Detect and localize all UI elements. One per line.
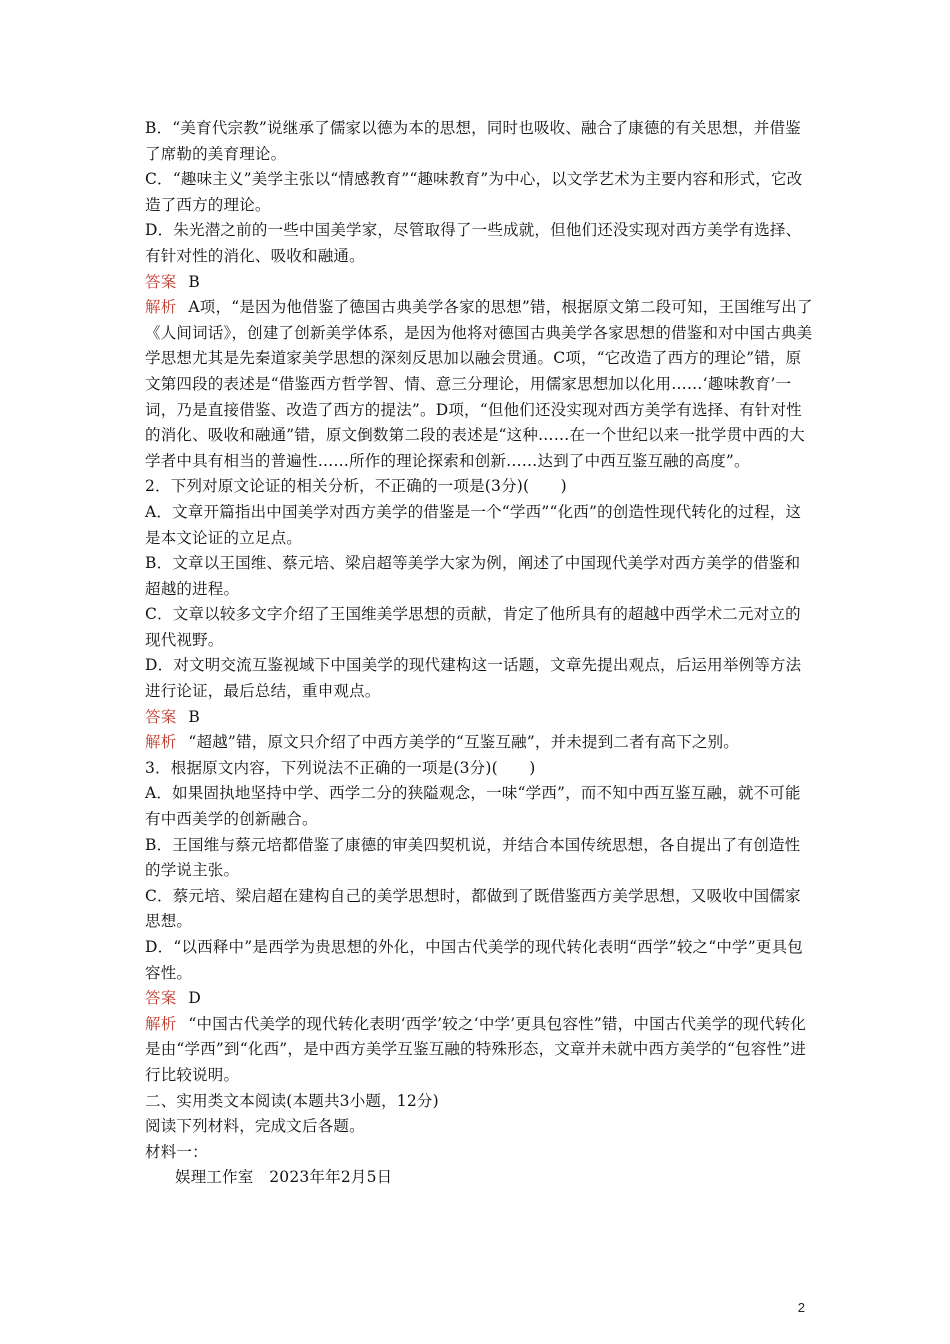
q2-answer: B	[188, 707, 200, 726]
q1-option-d: D．朱光潜之前的一些中国美学家，尽管取得了一些成就，但他们还没实现对西方美学有选择、有针对性的消化、吸收和融通。	[145, 221, 802, 265]
q1-option-c: C．“趣味主义”美学主张以“情感教育”“趣味教育”为中心，以文学艺术为主要内容和形式，它改造了西方的理论。	[145, 170, 803, 214]
q1-option-b: B．“美育代宗教”说继承了儒家以德为本的思想，同时也吸收、融合了康德的有关思想，并借鉴了席勒的美育理论。	[145, 119, 801, 163]
analysis-label: 解析	[145, 1014, 177, 1033]
q2-option-c: C．文章以较多文字介绍了王国维美学思想的贡献，肯定了他所具有的超越中西学术二元对立的现代视野。	[145, 605, 801, 649]
q2-analysis-line	[145, 730, 815, 756]
q2-option-b: B．文章以王国维、蔡元培、梁启超等美学大家为例，阐述了中国现代美学对西方美学的借鉴和超越的进程。	[145, 554, 801, 598]
q3-analysis: “中国古代美学的现代转化表明‘西学’较之‘中学’更具包容性”错，中国古代美学的现代转化是由“学西”到“化西”，是中西方美学互鉴互融的特殊形态，文章并未就中西方美学的“包容性”进行比较说明。	[145, 1014, 807, 1084]
q1-analysis: A项，“是因为他借鉴了德国古典美学各家的思想”错，根据原文第二段可知，王国维写出了《人间词话》，创建了创新美学体系，是因为他将对德国古典美学各家思想的借鉴和对中国古典美学思想尤其是先秦道家美学思想的深刻反思加以融会贯通。C项，“它改造了西方的理论”错，原文第四段的表述是“借鉴西方哲学智、情、意三分理论，用儒家思想加以化用……‘趣味教育’一词，乃是直接借鉴、改造了西方的提法”。D项，“但他们还没实现对西方美学有选择、有针对性的消化、吸收和融通”错，原文倒数第二段的表述是“这种……在一个世纪以来一批学贯中西的大学者中具有相当的普遍性……所作的理论探索和创新……达到了中西互鉴互融的高度”。	[145, 298, 813, 470]
q3-answer-line	[145, 986, 815, 1012]
q3-answer: D	[188, 989, 202, 1008]
q3-stem: 3．根据原文内容，下列说法不正确的一项是(3分)( )	[145, 758, 536, 777]
q2-option-d: D．对文明交流互鉴视域下中国美学的现代建构这一话题，文章先提出观点，后运用举例等方法进行论证，最后总结，重申观点。	[145, 656, 802, 701]
answer-label: 答案	[145, 989, 177, 1008]
page-number: 2	[797, 1300, 805, 1315]
answer-label: 答案	[145, 272, 177, 291]
answer-label: 答案	[145, 707, 177, 726]
q2-option-a: A．文章开篇指出中国美学对西方美学的借鉴是一个“学西”“化西”的创造性现代转化的过程，这是本文论证的立足点。	[145, 502, 802, 547]
section-two-heading: 二、实用类文本阅读(本题共3小题，12分)	[145, 1091, 439, 1110]
q1-answer: B	[188, 272, 200, 291]
analysis-label: 解析	[145, 733, 177, 752]
q3-option-b: B．王国维与蔡元培都借鉴了康德的审美四契机说，并结合本国传统思想，各自提出了有创造性的学说主张。	[145, 835, 801, 880]
q3-option-a: A．如果固执地坚持中学、西学二分的狭隘观念，一味“学西”，而不知中西互鉴互融，就不可能有中西美学的创新融合。	[145, 784, 801, 829]
analysis-label: 解析	[145, 298, 177, 317]
q1-answer-line	[145, 270, 815, 296]
q1-analysis-line	[145, 295, 815, 474]
material-one-label: 材料一：	[145, 1142, 208, 1161]
q2-answer-line	[145, 705, 815, 731]
document-body	[145, 116, 815, 1191]
q3-option-c: C．蔡元培、梁启超在建构自己的美学思想时，都做到了既借鉴西方美学思想，又吸收中国儒家思想。	[145, 886, 801, 931]
q2-analysis: “超越”错，原文只介绍了中西方美学的“互鉴互融”，并未提到二者有高下之别。	[188, 733, 740, 752]
q3-option-d: D．“以西释中”是西学为贵思想的外化，中国古代美学的现代转化表明“西学”较之“中学”更具包容性。	[145, 938, 803, 982]
reading-instruction: 阅读下列材料，完成文后各题。	[145, 1117, 365, 1136]
q2-stem: 2．下列对原文论证的相关分析，不正确的一项是(3分)( )	[145, 477, 567, 496]
q3-analysis-line	[145, 1012, 815, 1089]
material-one-source: 娱理工作室 2023年年2月5日	[175, 1168, 393, 1187]
